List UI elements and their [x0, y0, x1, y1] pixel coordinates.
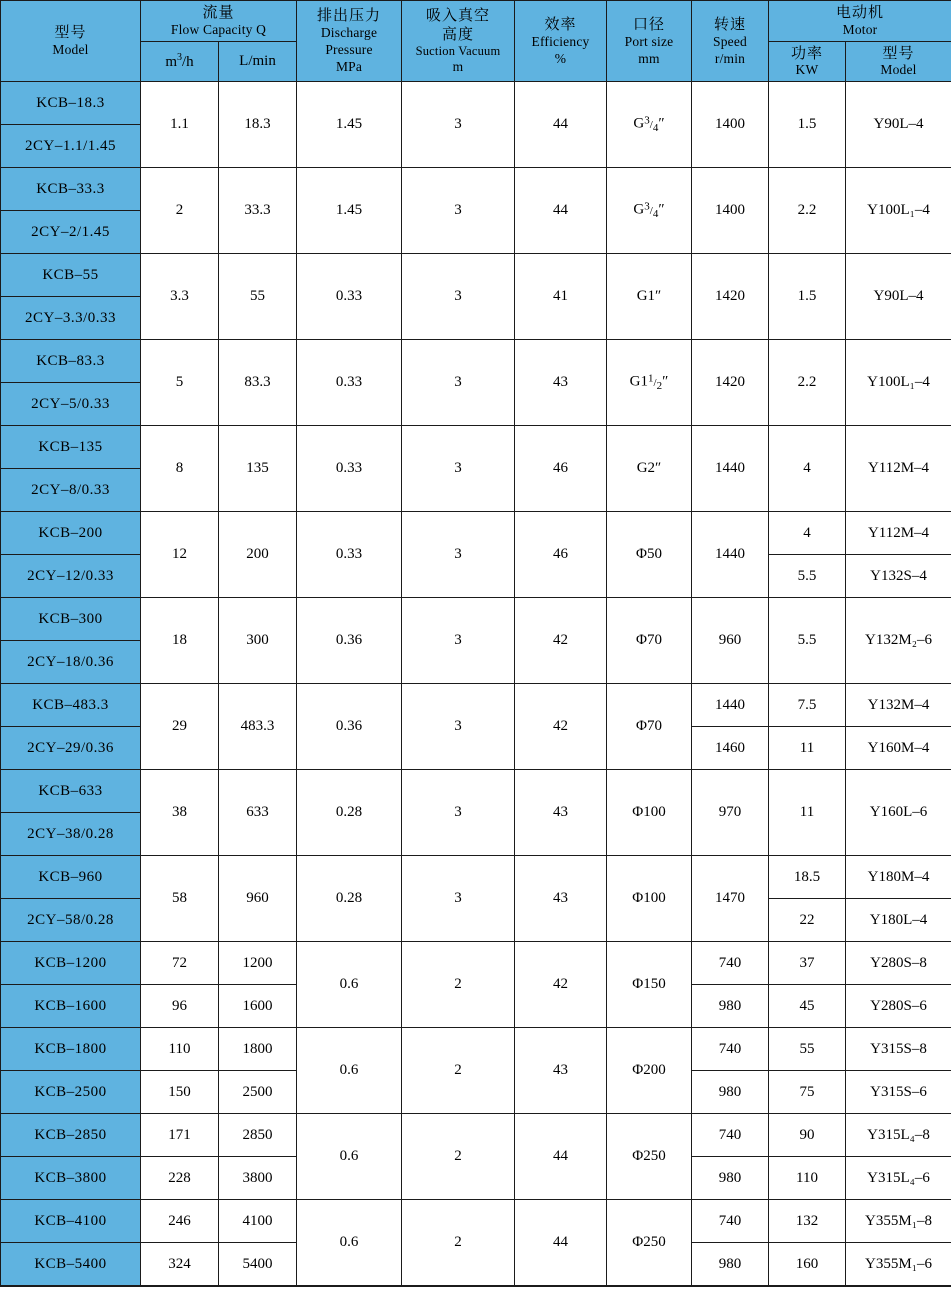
motor-model-cell: Y160M–4 — [846, 727, 951, 770]
table-row — [1, 426, 951, 469]
port-size-cell: Φ250 — [607, 1200, 692, 1286]
motor-model-cell: Y112M–4 — [846, 426, 951, 512]
speed-cell: 960 — [692, 598, 769, 684]
motor-model-cell: Y132M–4 — [846, 684, 951, 727]
model-cell: 2CY–18/0.36 — [1, 641, 141, 684]
speed-cell: 980 — [692, 1243, 769, 1286]
suction-vacuum-cell: 2 — [402, 1028, 515, 1114]
table-body — [1, 82, 951, 1286]
discharge-pressure-cell: 0.33 — [297, 254, 402, 340]
header-flow-m3h: $m^3/h$ — [141, 41, 219, 82]
suction-vacuum-cell: 3 — [402, 254, 515, 340]
motor-power-cell: 11 — [769, 727, 846, 770]
flow-m3h-cell: 12 — [141, 512, 219, 598]
header-motor — [769, 1, 951, 42]
motor-power-cell: 4 — [769, 512, 846, 555]
header-motor-cn: 电动机 — [770, 3, 950, 22]
model-cell: 2CY–2/1.45 — [1, 211, 141, 254]
model-cell: KCB–18.3 — [1, 82, 141, 125]
header-motor-power-cn: 功率 — [770, 44, 844, 63]
discharge-pressure-cell: 0.6 — [297, 1114, 402, 1200]
header-efficiency-en: Efficiency — [516, 34, 605, 51]
flow-m3h-cell: 58 — [141, 856, 219, 942]
table-bottom-strip — [0, 1286, 951, 1304]
model-cell: 2CY–29/0.36 — [1, 727, 141, 770]
speed-cell: 1460 — [692, 727, 769, 770]
header-motor-power — [769, 41, 846, 82]
model-cell: KCB–300 — [1, 598, 141, 641]
speed-cell: 1400 — [692, 82, 769, 168]
port-size-cell: G2″ — [607, 426, 692, 512]
efficiency-cell: 43 — [515, 1028, 607, 1114]
flow-lmin-cell: 5400 — [219, 1243, 297, 1286]
suction-vacuum-cell: 3 — [402, 168, 515, 254]
suction-vacuum-cell: 2 — [402, 1114, 515, 1200]
header-flow-cn: 流量 — [142, 3, 295, 22]
port-size-cell: Φ100 — [607, 770, 692, 856]
speed-cell: 740 — [692, 1200, 769, 1243]
table-row — [1, 168, 951, 211]
flow-m3h-cell: 29 — [141, 684, 219, 770]
flow-lmin-cell: 1200 — [219, 942, 297, 985]
discharge-pressure-cell: 0.6 — [297, 942, 402, 1028]
suction-vacuum-cell: 3 — [402, 684, 515, 770]
discharge-pressure-cell: 0.33 — [297, 426, 402, 512]
flow-m3h-cell: 324 — [141, 1243, 219, 1286]
header-port-en: Port size — [608, 34, 690, 51]
header-efficiency — [515, 1, 607, 82]
motor-power-cell: 7.5 — [769, 684, 846, 727]
efficiency-cell: 42 — [515, 942, 607, 1028]
suction-vacuum-cell: 2 — [402, 942, 515, 1028]
flow-m3h-cell: 38 — [141, 770, 219, 856]
table-row — [1, 942, 951, 985]
port-size-cell: Φ50 — [607, 512, 692, 598]
header-flow-en: Flow Capacity Q — [142, 22, 295, 39]
speed-cell: 740 — [692, 942, 769, 985]
motor-model-cell: Y315L₄–8 — [846, 1114, 951, 1157]
motor-power-cell: 1.5 — [769, 82, 846, 168]
flow-lmin-cell: 83.3 — [219, 340, 297, 426]
suction-vacuum-cell: 3 — [402, 82, 515, 168]
efficiency-cell: 44 — [515, 168, 607, 254]
flow-lmin-cell: 483.3 — [219, 684, 297, 770]
flow-lmin-cell: 200 — [219, 512, 297, 598]
motor-model-cell: Y132M₂–6 — [846, 598, 951, 684]
suction-vacuum-cell: 2 — [402, 1200, 515, 1286]
flow-lmin-cell: 2500 — [219, 1071, 297, 1114]
motor-power-cell: 2.2 — [769, 340, 846, 426]
motor-model-cell: Y90L–4 — [846, 254, 951, 340]
table-row — [1, 770, 951, 813]
discharge-pressure-cell: 0.28 — [297, 856, 402, 942]
flow-lmin-cell: 55 — [219, 254, 297, 340]
flow-m3h-cell: 72 — [141, 942, 219, 985]
speed-cell: 980 — [692, 1157, 769, 1200]
speed-cell: 980 — [692, 985, 769, 1028]
port-size-cell: Φ100 — [607, 856, 692, 942]
efficiency-cell: 42 — [515, 598, 607, 684]
discharge-pressure-cell: 0.36 — [297, 684, 402, 770]
motor-power-cell: 11 — [769, 770, 846, 856]
flow-m3h-cell: 110 — [141, 1028, 219, 1071]
header-port-unit: mm — [608, 51, 690, 68]
port-size-cell: G1″ — [607, 254, 692, 340]
flow-m3h-cell: 1.1 — [141, 82, 219, 168]
header-flow — [141, 1, 297, 42]
header-suction-vacuum — [402, 1, 515, 82]
motor-model-cell: Y100L₁–4 — [846, 168, 951, 254]
header-motor-model — [846, 41, 951, 82]
speed-cell: 1470 — [692, 856, 769, 942]
table-row — [1, 1200, 951, 1243]
flow-m3h-cell: 171 — [141, 1114, 219, 1157]
model-cell: KCB–5400 — [1, 1243, 141, 1286]
motor-power-cell: 5.5 — [769, 598, 846, 684]
model-cell: 2CY–38/0.28 — [1, 813, 141, 856]
motor-model-cell: Y90L–4 — [846, 82, 951, 168]
efficiency-cell: 44 — [515, 82, 607, 168]
motor-model-cell: Y315S–6 — [846, 1071, 951, 1114]
speed-cell: 1400 — [692, 168, 769, 254]
speed-cell: 1440 — [692, 426, 769, 512]
motor-model-cell: Y180L–4 — [846, 899, 951, 942]
motor-power-cell: 132 — [769, 1200, 846, 1243]
motor-power-cell: 45 — [769, 985, 846, 1028]
suction-vacuum-cell: 3 — [402, 512, 515, 598]
efficiency-cell: 42 — [515, 684, 607, 770]
speed-cell: 740 — [692, 1114, 769, 1157]
flow-m3h-cell: 2 — [141, 168, 219, 254]
flow-lmin-cell: 135 — [219, 426, 297, 512]
efficiency-cell: 43 — [515, 770, 607, 856]
flow-m3h-cell: 5 — [141, 340, 219, 426]
efficiency-cell: 46 — [515, 426, 607, 512]
model-cell: KCB–83.3 — [1, 340, 141, 383]
discharge-pressure-cell: 1.45 — [297, 82, 402, 168]
header-model-cn: 型号 — [2, 23, 139, 42]
table-row — [1, 1114, 951, 1157]
motor-model-cell: Y315S–8 — [846, 1028, 951, 1071]
speed-cell: 1440 — [692, 684, 769, 727]
header-discharge-pressure — [297, 1, 402, 82]
model-cell: 2CY–58/0.28 — [1, 899, 141, 942]
efficiency-cell: 43 — [515, 856, 607, 942]
header-speed-cn: 转速 — [693, 15, 767, 34]
port-size-cell: G3/4″ — [607, 168, 692, 254]
motor-power-cell: 75 — [769, 1071, 846, 1114]
port-size-cell: G3/4″ — [607, 82, 692, 168]
flow-lmin-cell: 4100 — [219, 1200, 297, 1243]
table-row — [1, 340, 951, 383]
motor-power-cell: 37 — [769, 942, 846, 985]
model-cell: KCB–633 — [1, 770, 141, 813]
flow-lmin-cell: 300 — [219, 598, 297, 684]
suction-vacuum-cell: 3 — [402, 598, 515, 684]
motor-model-cell: Y132S–4 — [846, 555, 951, 598]
efficiency-cell: 46 — [515, 512, 607, 598]
speed-cell: 1420 — [692, 340, 769, 426]
flow-m3h-cell: 96 — [141, 985, 219, 1028]
header-discharge-en1: Discharge — [298, 25, 400, 42]
model-cell: 2CY–1.1/1.45 — [1, 125, 141, 168]
header-discharge-cn: 排出压力 — [298, 6, 400, 25]
table-header — [1, 1, 951, 82]
motor-power-cell: 55 — [769, 1028, 846, 1071]
port-size-cell: Φ70 — [607, 598, 692, 684]
discharge-pressure-cell: 0.36 — [297, 598, 402, 684]
model-cell: 2CY–8/0.33 — [1, 469, 141, 512]
header-motor-model-cn: 型号 — [847, 44, 950, 63]
flow-lmin-cell: 633 — [219, 770, 297, 856]
speed-cell: 1440 — [692, 512, 769, 598]
efficiency-cell: 41 — [515, 254, 607, 340]
motor-power-cell: 160 — [769, 1243, 846, 1286]
header-speed — [692, 1, 769, 82]
speed-cell: 1420 — [692, 254, 769, 340]
table-row — [1, 254, 951, 297]
model-cell: KCB–135 — [1, 426, 141, 469]
motor-model-cell: Y100L₁–4 — [846, 340, 951, 426]
suction-vacuum-cell: 3 — [402, 340, 515, 426]
flow-lmin-cell: 1800 — [219, 1028, 297, 1071]
flow-lmin-cell: 33.3 — [219, 168, 297, 254]
model-cell: KCB–1800 — [1, 1028, 141, 1071]
discharge-pressure-cell: 1.45 — [297, 168, 402, 254]
model-cell: KCB–33.3 — [1, 168, 141, 211]
discharge-pressure-cell: 0.33 — [297, 512, 402, 598]
header-flow-lmin: L/min — [219, 41, 297, 82]
flow-m3h-cell: 228 — [141, 1157, 219, 1200]
motor-power-cell: 2.2 — [769, 168, 846, 254]
flow-m3h-cell: 3.3 — [141, 254, 219, 340]
port-size-cell: G11/2″ — [607, 340, 692, 426]
header-discharge-en2: Pressure — [298, 42, 400, 59]
motor-power-cell: 4 — [769, 426, 846, 512]
model-cell: KCB–2500 — [1, 1071, 141, 1114]
table-row — [1, 598, 951, 641]
table-row — [1, 1028, 951, 1071]
model-cell: KCB–1600 — [1, 985, 141, 1028]
model-cell: 2CY–3.3/0.33 — [1, 297, 141, 340]
efficiency-cell: 44 — [515, 1200, 607, 1286]
port-size-cell: Φ250 — [607, 1114, 692, 1200]
port-size-cell: Φ150 — [607, 942, 692, 1028]
header-vacuum-unit: m — [403, 59, 513, 76]
header-efficiency-cn: 效率 — [516, 15, 605, 34]
suction-vacuum-cell: 3 — [402, 856, 515, 942]
table-row — [1, 684, 951, 727]
discharge-pressure-cell: 0.6 — [297, 1028, 402, 1114]
suction-vacuum-cell: 3 — [402, 426, 515, 512]
model-cell: KCB–3800 — [1, 1157, 141, 1200]
port-size-cell: Φ200 — [607, 1028, 692, 1114]
header-speed-en: Speed — [693, 34, 767, 51]
flow-lmin-cell: 1600 — [219, 985, 297, 1028]
discharge-pressure-cell: 0.28 — [297, 770, 402, 856]
header-port-size — [607, 1, 692, 82]
flow-m3h-cell: 18 — [141, 598, 219, 684]
discharge-pressure-cell: 0.33 — [297, 340, 402, 426]
motor-model-cell: Y280S–6 — [846, 985, 951, 1028]
model-cell: KCB–1200 — [1, 942, 141, 985]
discharge-pressure-cell: 0.6 — [297, 1200, 402, 1286]
header-efficiency-unit: % — [516, 51, 605, 68]
model-cell: KCB–483.3 — [1, 684, 141, 727]
speed-cell: 740 — [692, 1028, 769, 1071]
header-model-en: Model — [2, 42, 139, 59]
header-vacuum-cn1: 吸入真空 — [403, 6, 513, 25]
motor-model-cell: Y112M–4 — [846, 512, 951, 555]
flow-lmin-cell: 960 — [219, 856, 297, 942]
suction-vacuum-cell: 3 — [402, 770, 515, 856]
model-cell: KCB–2850 — [1, 1114, 141, 1157]
motor-power-cell: 18.5 — [769, 856, 846, 899]
motor-model-cell: Y355M₁–6 — [846, 1243, 951, 1286]
flow-m3h-cell: 8 — [141, 426, 219, 512]
motor-model-cell: Y315L₄–6 — [846, 1157, 951, 1200]
efficiency-cell: 43 — [515, 340, 607, 426]
flow-m3h-cell: 246 — [141, 1200, 219, 1243]
table-row — [1, 82, 951, 125]
flow-lmin-cell: 3800 — [219, 1157, 297, 1200]
header-discharge-unit: MPa — [298, 59, 400, 76]
header-motor-en: Motor — [770, 22, 950, 39]
motor-power-cell: 5.5 — [769, 555, 846, 598]
header-port-cn: 口径 — [608, 15, 690, 34]
table-row — [1, 512, 951, 555]
header-vacuum-en: Suction Vacuum — [403, 44, 513, 60]
speed-cell: 980 — [692, 1071, 769, 1114]
efficiency-cell: 44 — [515, 1114, 607, 1200]
model-cell: KCB–200 — [1, 512, 141, 555]
header-vacuum-cn2: 高度 — [403, 25, 513, 44]
motor-power-cell: 1.5 — [769, 254, 846, 340]
flow-lmin-cell: 18.3 — [219, 82, 297, 168]
motor-model-cell: Y280S–8 — [846, 942, 951, 985]
model-cell: KCB–55 — [1, 254, 141, 297]
motor-model-cell: Y160L–6 — [846, 770, 951, 856]
model-cell: 2CY–12/0.33 — [1, 555, 141, 598]
motor-model-cell: Y180M–4 — [846, 856, 951, 899]
motor-power-cell: 22 — [769, 899, 846, 942]
motor-model-cell: Y355M₁–8 — [846, 1200, 951, 1243]
flow-m3h-cell: 150 — [141, 1071, 219, 1114]
header-motor-power-unit: KW — [770, 62, 844, 79]
table-row — [1, 856, 951, 899]
header-motor-model-en: Model — [847, 62, 950, 79]
speed-cell: 970 — [692, 770, 769, 856]
flow-lmin-cell: 2850 — [219, 1114, 297, 1157]
motor-power-cell: 110 — [769, 1157, 846, 1200]
header-speed-unit: r/min — [693, 51, 767, 68]
port-size-cell: Φ70 — [607, 684, 692, 770]
model-cell: 2CY–5/0.33 — [1, 383, 141, 426]
motor-power-cell: 90 — [769, 1114, 846, 1157]
model-cell: KCB–4100 — [1, 1200, 141, 1243]
model-cell: KCB–960 — [1, 856, 141, 899]
header-model — [1, 1, 141, 82]
